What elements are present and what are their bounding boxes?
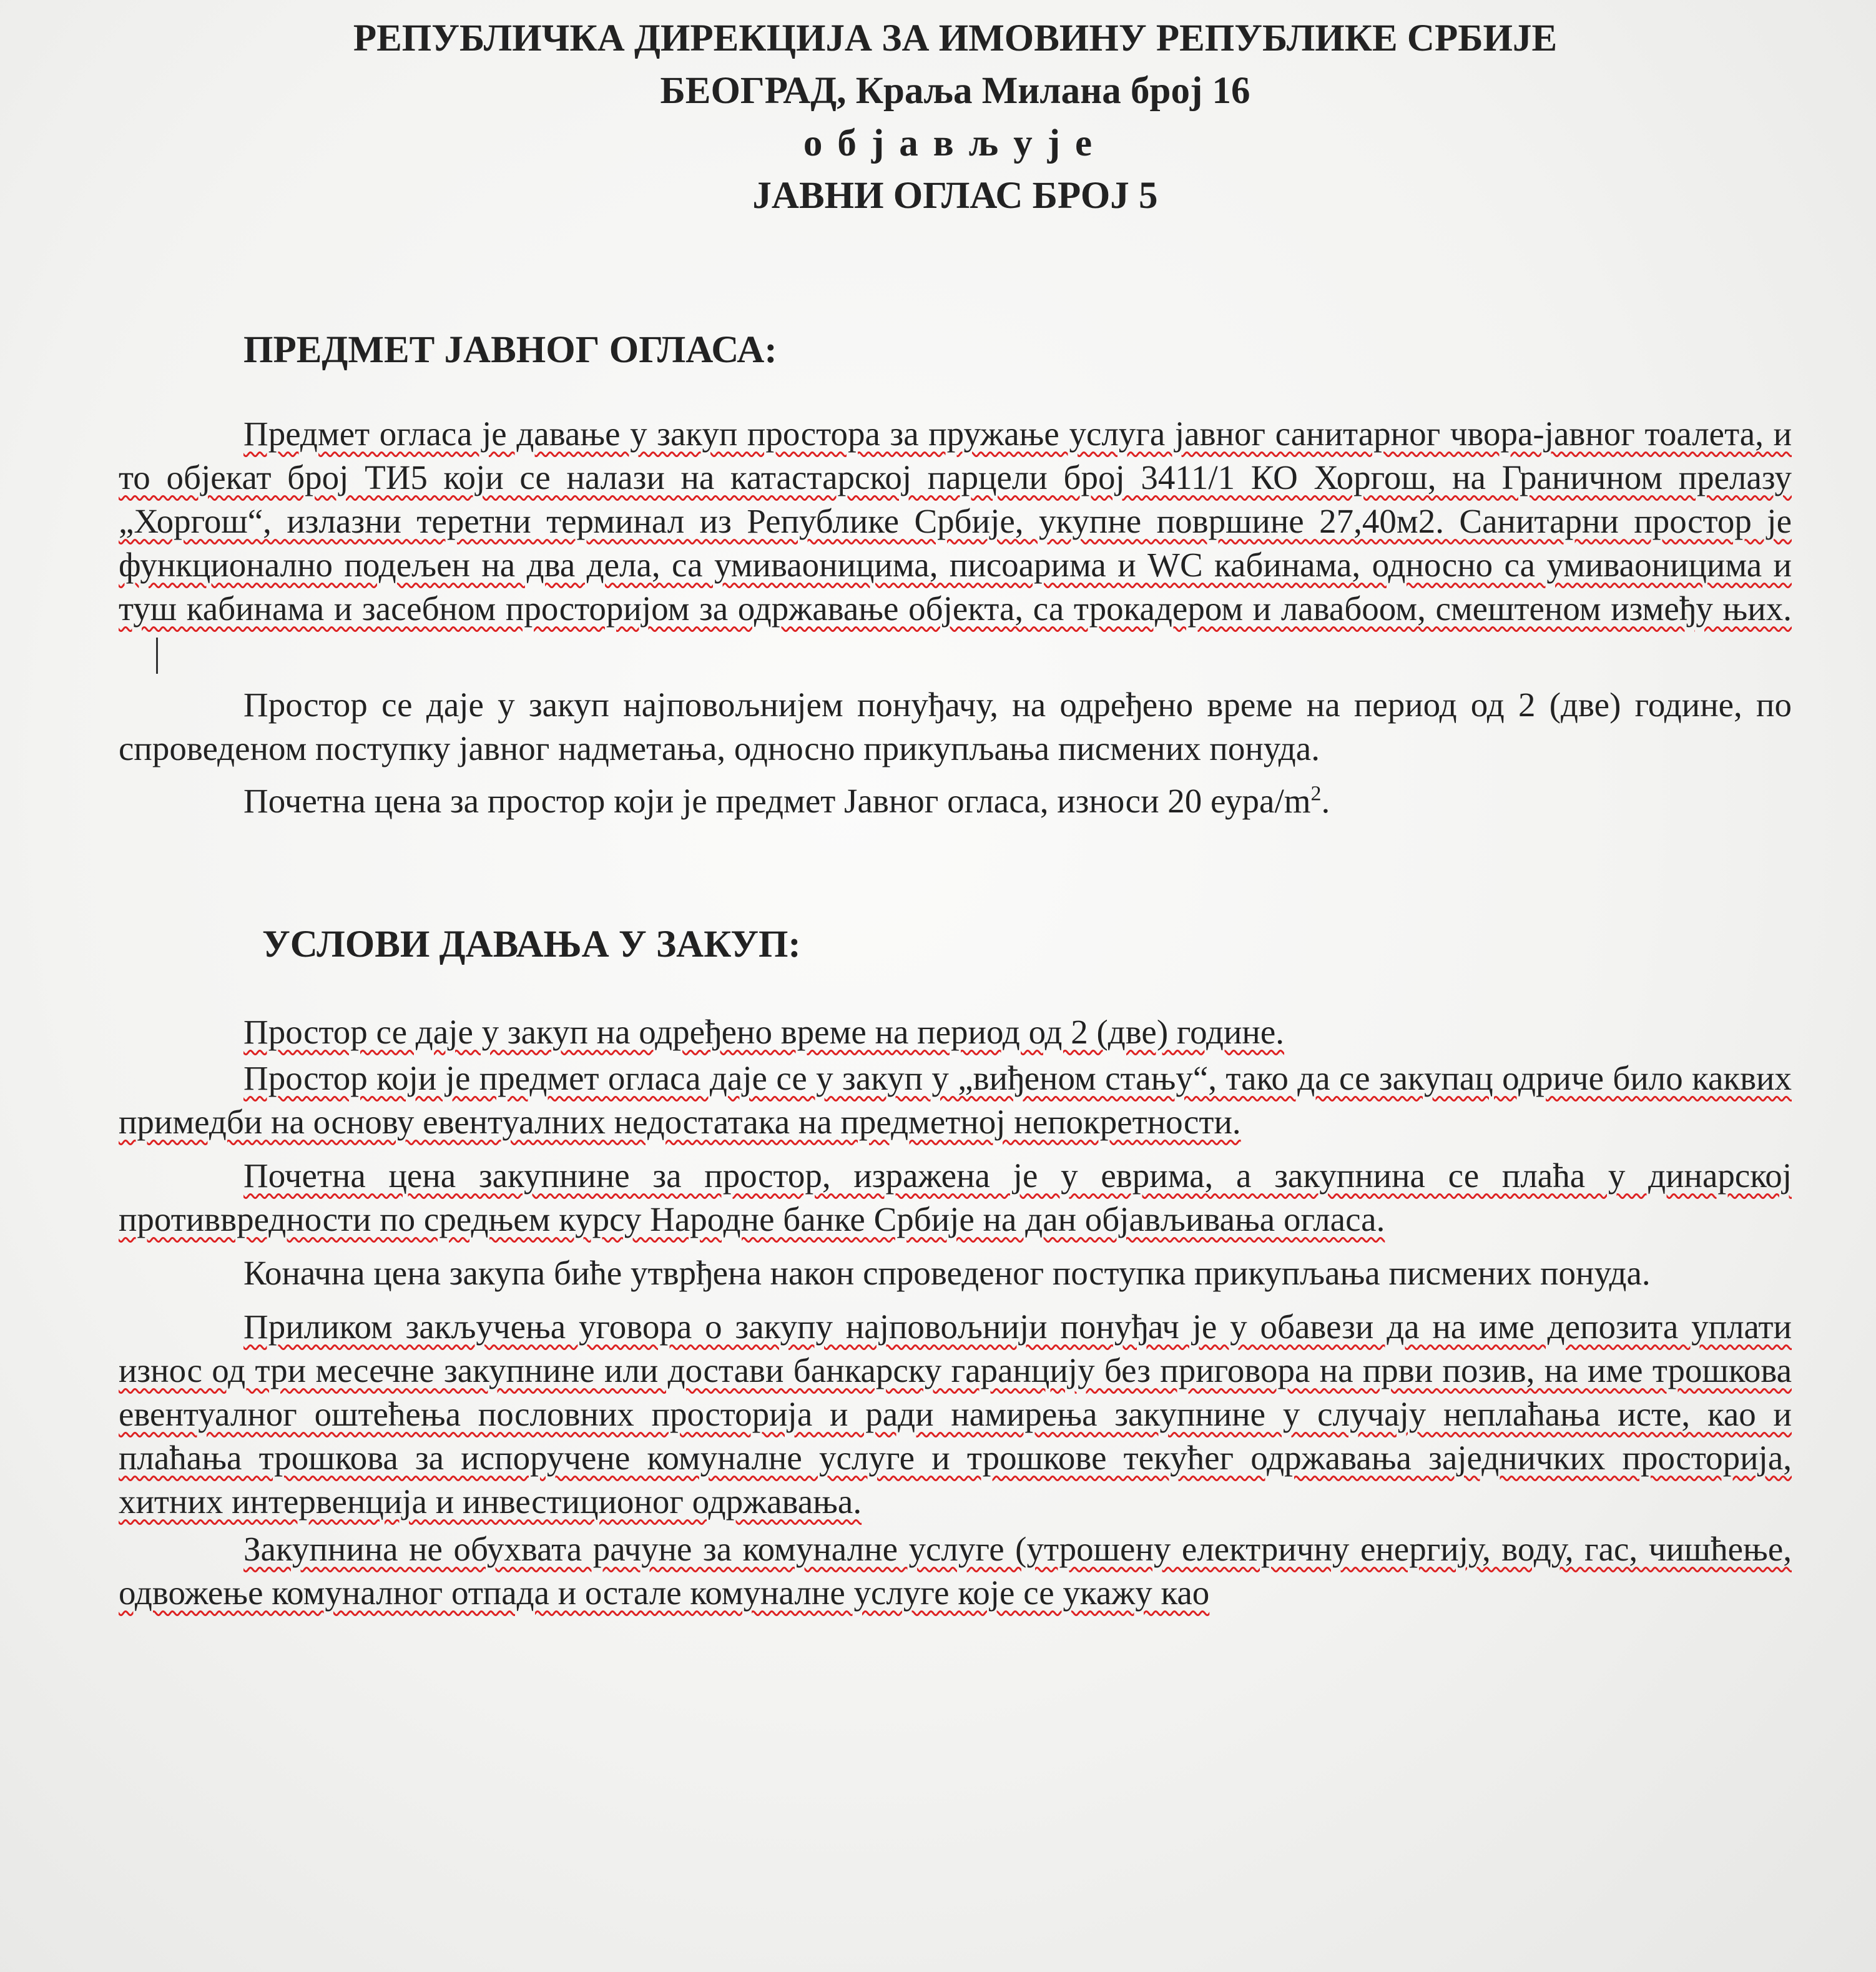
section-conditions-paragraph-3: Почетна цена закупнине за простор, изражена је у еврима, а закупнина се плаћа у динарској противвредности по средњем курсу Народне банке Србије на дан објављивања огласа.	[119, 1156, 1792, 1238]
section-subject-paragraph-2: Простор се даје у закуп најповољнијем понуђачу, на одређено време на период од 2 (две) године, по спроведеном поступку јавног надметања, односно прикупљања писмених понуда.	[119, 686, 1792, 767]
section-conditions-paragraph-5: Приликом закључења уговора о закупу најповољнији понуђач је у обавези да на име депозита уплати износ од три месечне закупнине или достави банкарску гаранцију без приговора на први позив, на име трошкова евентуалног оштећења пословних просторија и ради намирења закупнине у случају неплаћања исте, као и плаћања трошкова за испоручене комуналне услуге и трошкове текућег одржавања заједничких просторија, хитних интервенција и инвестиционог одржавања.	[119, 1308, 1792, 1521]
section-subject-paragraph-1	[119, 412, 1792, 674]
document-page	[119, 12, 1792, 1961]
spacer	[119, 372, 1792, 412]
section-subject-paragraph-3	[119, 779, 1792, 823]
spacer	[119, 222, 1792, 328]
price-unit-superscript: 2	[1310, 782, 1322, 806]
spacer	[119, 967, 1792, 1010]
price-text: Почетна цена за простор који је предмет Јавног огласа, износи 20 еура/m	[243, 782, 1311, 820]
header-ad-number: ЈАВНИ ОГЛАС БРОЈ 5	[752, 175, 1158, 217]
section-conditions-paragraph-1: Простор се даје у закуп на одређено време на период од 2 (две) године.	[243, 1013, 1285, 1051]
header-address: БЕОГРАД, Краља Милана број 16	[660, 70, 1250, 112]
paragraph-text: Предмет огласа је давање у закуп простора за пружање услуга јавног санитарног чвора-јавног тоалета, и то објекат број ТИ5 који се налази на катастарској парцели број 3411/1 КО Хоргош, на Граничном прелазу „Хоргош“, излазни теретни терминал из Републике Србије, укупне површине 27,40м2. Санитарни простор је функционално подељен на два дела, са умиваоницима, писоарима и WC кабинама, односно са умиваоницима и туш кабинама и засебном просторијом за одржавање објекта, са трокадером и лавабоом, смештеном између њих.	[119, 415, 1792, 628]
section-subject-title: ПРЕДМЕТ ЈАВНОГ ОГЛАСА:	[243, 329, 777, 371]
section-conditions-paragraph-2: Простор који је предмет огласа даје се у закуп у „виђеном стању“, тако да се закупац одриче било каквих примедби на основу евентуалних недостатака на предметној непокретности.	[119, 1059, 1792, 1141]
header-institution: РЕПУБЛИЧКА ДИРЕКЦИЈА ЗА ИМОВИНУ РЕПУБЛИКЕ СРБИЈЕ	[353, 17, 1558, 59]
section-conditions-title: УСЛОВИ ДАВАЊА У ЗАКУП:	[262, 924, 801, 965]
section-conditions-paragraph-6: Закупнина не обухвата рачуне за комуналне услуге (утрошену електричну енергију, воду, гас, чишћење, одвожење комуналног отпада и остале комуналне услуге које се укажу као	[119, 1530, 1792, 1612]
header-announces: објављује	[803, 122, 1107, 164]
spacer	[119, 823, 1792, 923]
price-end: .	[1321, 782, 1330, 820]
section-conditions-paragraph-4: Коначна цена закупа биће утврђена након спроведеног поступка прикупљања писмених понуда.	[243, 1254, 1651, 1292]
text-cursor[interactable]	[156, 638, 158, 674]
